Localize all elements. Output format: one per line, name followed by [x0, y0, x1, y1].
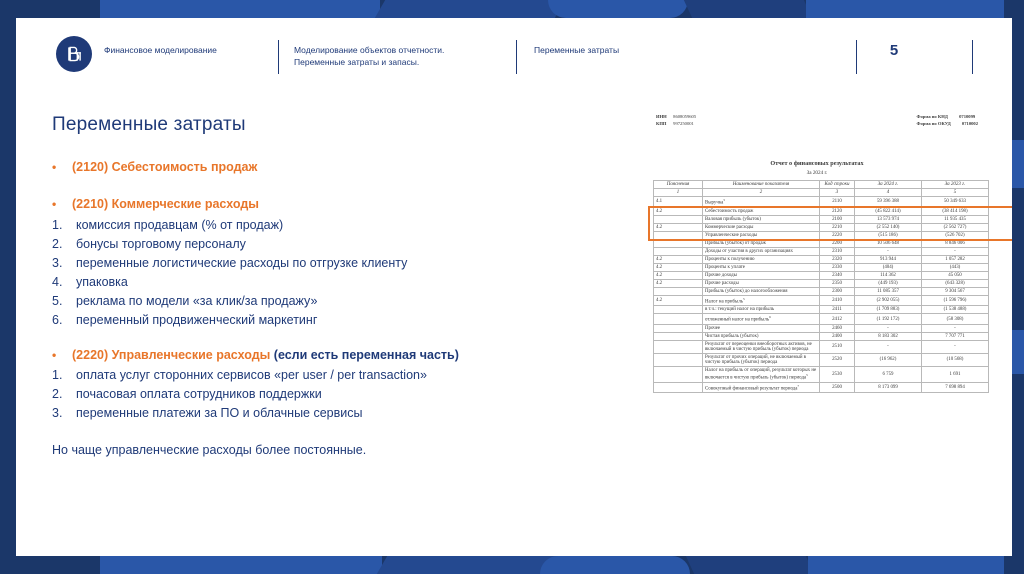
slide-header [16, 18, 1012, 90]
cell-indicator-name: Прибыль (убыток) до налогообложения [703, 287, 820, 295]
list-item-label: переменные платежи за ПО и облачные сервисы [76, 406, 363, 421]
list-item-label: переменный продвиженческий маркетинг [76, 312, 318, 327]
bullet-dot-icon: • [52, 196, 57, 211]
cell-indicator-name: Совокупный финансовый результат периода$^7$ [703, 382, 820, 393]
cell-explanation: 4.2 [654, 263, 703, 271]
list-item-label: почасовая оплата сотрудников поддержки [76, 387, 322, 402]
cell-explanation: 4.2 [654, 255, 703, 263]
list-index: 2. [52, 236, 63, 251]
cell-value-2023: (443) [922, 263, 989, 271]
cell-indicator-name: Прочее [703, 324, 820, 332]
cell-code: 2410 [820, 295, 855, 306]
cell-code: 2530 [820, 366, 855, 382]
cell-value-2023: (10 568) [922, 353, 989, 366]
list-item [52, 216, 652, 235]
table-row [654, 215, 989, 223]
numbered-list [52, 216, 652, 330]
cell-explanation [654, 215, 703, 223]
cell-explanation: 4.1 [654, 197, 703, 208]
cell-explanation [654, 239, 703, 247]
list-index: 3. [52, 255, 63, 270]
bullet-item [52, 195, 652, 214]
list-index: 5. [52, 293, 63, 308]
page-number: 5 [889, 42, 899, 59]
cell-value-2023: 45 050 [922, 271, 989, 279]
cell-code: 2120 [820, 207, 855, 215]
column-header-explanations: Пояснения [654, 181, 703, 189]
bullet-label-main: (2210) Коммерческие расходы [72, 196, 259, 211]
list-index: 6. [52, 312, 63, 327]
cell-explanation: 4.2 [654, 207, 703, 215]
cell-code: 2300 [820, 287, 855, 295]
cell-indicator-name: в т.ч.: текущий налог на прибыль [703, 306, 820, 314]
content-block-0 [52, 158, 652, 177]
kpp-line [656, 121, 696, 128]
cell-value-2024: (515 186) [855, 231, 922, 239]
table-row [654, 324, 989, 332]
cell-value-2024: 13 573 974 [855, 215, 922, 223]
table-row [654, 366, 989, 382]
table-row [654, 247, 989, 255]
table-row [654, 306, 989, 314]
list-item-label: переменные логистические расходы по отгрузке клиенту [76, 255, 408, 270]
cell-value-2024: - [855, 340, 922, 353]
cell-value-2023: - [922, 340, 989, 353]
cell-indicator-name: Себестоимость продаж [703, 207, 820, 215]
list-item [52, 273, 652, 292]
cell-code: 2320 [820, 255, 855, 263]
financial-report-scan [652, 114, 996, 544]
cell-value-2024: (2 902 055) [855, 295, 922, 306]
column-header-code: Код строки [820, 181, 855, 189]
inn-value: 8608059605 [673, 114, 697, 119]
cell-code: 2100 [820, 215, 855, 223]
cell-value-2023: (526 702) [922, 231, 989, 239]
table-row [654, 223, 989, 231]
cell-value-2024: (16 962) [855, 353, 922, 366]
bullet-dot-icon: • [52, 160, 57, 174]
cell-explanation: 4.2 [654, 271, 703, 279]
cell-explanation [654, 353, 703, 366]
header-topic: Моделирование объектов отчетности. Переменные затраты и запасы. [294, 45, 445, 68]
inn-line [656, 114, 696, 121]
financial-table-body [654, 197, 989, 393]
closing-note: Но чаще управленческие расходы более постоянные. [52, 443, 367, 458]
header-divider-3 [856, 40, 857, 74]
cell-code: 2310 [820, 247, 855, 255]
cell-explanation [654, 366, 703, 382]
header-divider-1 [278, 40, 279, 74]
cell-indicator-name: Прочие доходы [703, 271, 820, 279]
kpp-label: КПП [656, 120, 667, 126]
table-row [654, 271, 989, 279]
list-item-label: реклама по модели «за клик/за продажу» [76, 293, 318, 308]
report-title: Отчет о финансовых результатах [770, 160, 864, 167]
cell-value-2024: - [855, 324, 922, 332]
inn-label: ИНН [656, 114, 667, 119]
cell-value-2023: (1 538 488) [922, 306, 989, 314]
list-item [52, 385, 652, 404]
cell-indicator-name: Проценты к получению [703, 255, 820, 263]
decorative-top-band [0, 0, 1024, 18]
cell-explanation [654, 314, 703, 325]
cell-code: 2400 [820, 332, 855, 340]
list-item-label: комиссия продавцам (% от продаж) [76, 217, 284, 232]
list-item [52, 366, 652, 385]
table-row [654, 382, 989, 393]
list-item-label: оплата услуг сторонних сервисов «per user / per transaction» [76, 368, 427, 383]
cell-explanation [654, 247, 703, 255]
table-row [654, 295, 989, 306]
numbered-list [52, 366, 652, 423]
table-row [654, 263, 989, 271]
form-okud-line [917, 121, 978, 128]
cell-explanation [654, 332, 703, 340]
cell-value-2024: 8 183 302 [855, 332, 922, 340]
form-knd-line [917, 114, 978, 121]
cell-code: 2460 [820, 324, 855, 332]
table-row [654, 287, 989, 295]
cell-value-2024: 8 173 099 [855, 382, 922, 393]
cell-explanation: 4.2 [654, 223, 703, 231]
cell-value-2024: (449 193) [855, 279, 922, 287]
table-row [654, 332, 989, 340]
content-block-2 [52, 346, 652, 424]
list-index: 3. [52, 406, 63, 421]
list-index: 2. [52, 387, 63, 402]
cell-indicator-name: Налог на прибыль$^5$ [703, 295, 820, 306]
cell-value-2024: 11 085 357 [855, 287, 922, 295]
cell-indicator-name: Проценты к уплате [703, 263, 820, 271]
column-number: 4 [855, 189, 922, 197]
table-header-row [654, 181, 989, 189]
cell-value-2023: 50 349 633 [922, 197, 989, 208]
cell-indicator-name: Чистая прибыль (убыток) [703, 332, 820, 340]
cell-indicator-name: Результат от переоценки внеоборотных активов, не включаемый в чистую прибыль (убыток) периода [703, 340, 820, 353]
cell-indicator-name: Налог на прибыль от операций, результат которых не включается в чистую прибыль (убыток) периода$^5$ [703, 366, 820, 382]
cell-explanation: 4.2 [654, 295, 703, 306]
cell-explanation [654, 287, 703, 295]
bullet-item [52, 346, 652, 365]
list-index: 4. [52, 274, 63, 289]
bullet-dot-icon: • [52, 347, 57, 362]
list-index: 1. [52, 368, 63, 383]
page-title: Переменные затраты [52, 114, 246, 135]
cell-value-2024: 913 944 [855, 255, 922, 263]
table-row [654, 314, 989, 325]
report-form-codes [917, 114, 978, 127]
form-okud-value: 0710002 [961, 120, 978, 126]
slide-body [52, 114, 652, 457]
cell-value-2024: 10 506 648 [855, 239, 922, 247]
kpp-value: 997250001 [673, 120, 694, 126]
column-number: 2 [703, 189, 820, 197]
form-knd-label: Форма по КНД [916, 114, 948, 119]
cell-explanation [654, 340, 703, 353]
cell-value-2023: 7 698 894 [922, 382, 989, 393]
report-identifiers [656, 114, 696, 127]
cell-value-2023: 7 707 771 [922, 332, 989, 340]
cell-value-2023: (38 414 198) [922, 207, 989, 215]
header-divider-4 [972, 40, 973, 74]
slide-canvas [16, 18, 1012, 556]
cell-value-2024: (1 709 883) [855, 306, 922, 314]
list-item [52, 311, 652, 330]
decorative-left-edge [0, 0, 16, 574]
column-header-year-2024: За 2024 г. [855, 181, 922, 189]
table-column-number-row [654, 189, 989, 197]
column-number: 5 [922, 189, 989, 197]
header-divider-2 [516, 40, 517, 74]
table-row [654, 255, 989, 263]
form-knd-value: 0710099 [959, 114, 976, 119]
cell-indicator-name: Валовая прибыль (убыток) [703, 215, 820, 223]
table-row [654, 207, 989, 215]
content-block-1 [52, 195, 652, 330]
cell-code: 2110 [820, 197, 855, 208]
cell-code: 2520 [820, 353, 855, 366]
list-item-label: бонусы торговому персоналу [76, 236, 246, 251]
report-period: За 2024 г. [806, 170, 828, 176]
cell-value-2023: (58 308) [922, 314, 989, 325]
list-item [52, 254, 652, 273]
cell-explanation [654, 382, 703, 393]
cell-indicator-name: Доходы от участия в других организациях [703, 247, 820, 255]
cell-value-2023: (1 596 796) [922, 295, 989, 306]
cell-value-2023: 1 057 282 [922, 255, 989, 263]
list-item [52, 404, 652, 423]
cell-code: 2220 [820, 231, 855, 239]
cell-value-2024: (1 192 172) [855, 314, 922, 325]
list-item-label: упаковка [76, 274, 128, 289]
table-row [654, 340, 989, 353]
cell-code: 2340 [820, 271, 855, 279]
cell-value-2023: (2 562 727) [922, 223, 989, 231]
cell-value-2023: - [922, 247, 989, 255]
cell-indicator-name: Результат от прочих операций, не включаемый в чистую прибыль (убыток) периода [703, 353, 820, 366]
column-header-year-2023: За 2023 г. [922, 181, 989, 189]
header-subtopic: Переменные затраты [534, 45, 620, 55]
cell-code: 2411 [820, 306, 855, 314]
list-index: 1. [52, 217, 63, 232]
table-row [654, 353, 989, 366]
cell-code: 2412 [820, 314, 855, 325]
cell-indicator-name: Коммерческие расходы [703, 223, 820, 231]
column-number: 1 [654, 189, 703, 197]
decorative-bottom-band [0, 556, 1024, 574]
form-okud-label: Форма по ОКУД [916, 120, 951, 126]
bullet-label [72, 195, 652, 214]
cell-value-2024: 114 362 [855, 271, 922, 279]
table-row [654, 197, 989, 208]
cell-value-2023: 9 304 567 [922, 287, 989, 295]
cell-value-2024: (2 552 140) [855, 223, 922, 231]
column-header-indicator: Наименование показателя [703, 181, 820, 189]
bullet-label [72, 346, 652, 365]
cell-indicator-name: Прочие расходы [703, 279, 820, 287]
cell-indicator-name: Управленческие расходы [703, 231, 820, 239]
bullet-item [52, 158, 652, 177]
table-row [654, 279, 989, 287]
bullet-label-main: (2220) Управленческие расходы [72, 347, 274, 362]
cell-explanation: 4.2 [654, 279, 703, 287]
cell-value-2023: (643 328) [922, 279, 989, 287]
cell-indicator-name: отложенный налог на прибыль$^6$ [703, 314, 820, 325]
bullet-label-tail: (если есть переменная часть) [273, 347, 459, 362]
header-course-title: Финансовое моделирование [104, 45, 217, 55]
cell-value-2024: 59 396 388 [855, 197, 922, 208]
cell-value-2024: (45 822 414) [855, 207, 922, 215]
cell-value-2023: - [922, 324, 989, 332]
cell-code: 2500 [820, 382, 855, 393]
cell-explanation [654, 324, 703, 332]
cell-value-2023: 1 691 [922, 366, 989, 382]
cell-code: 2200 [820, 239, 855, 247]
cell-code: 2510 [820, 340, 855, 353]
bullet-label-main: (2120) Себестоимость продаж [72, 160, 258, 174]
list-item [52, 292, 652, 311]
cell-value-2024: (404) [855, 263, 922, 271]
cell-value-2023: 8 846 006 [922, 239, 989, 247]
list-item [52, 235, 652, 254]
hse-logo-icon [56, 36, 92, 72]
cell-indicator-name: Прибыль (убыток) от продаж [703, 239, 820, 247]
cell-code: 2350 [820, 279, 855, 287]
bullet-label [72, 158, 652, 177]
cell-code: 2330 [820, 263, 855, 271]
cell-explanation [654, 306, 703, 314]
table-row [654, 231, 989, 239]
cell-explanation [654, 231, 703, 239]
table-row [654, 239, 989, 247]
cell-value-2024: - [855, 247, 922, 255]
financial-results-table [653, 180, 989, 393]
cell-value-2023: 11 935 435 [922, 215, 989, 223]
column-number: 3 [820, 189, 855, 197]
cell-value-2024: 6 759 [855, 366, 922, 382]
cell-code: 2210 [820, 223, 855, 231]
cell-indicator-name: Выручка$^5$ [703, 197, 820, 208]
